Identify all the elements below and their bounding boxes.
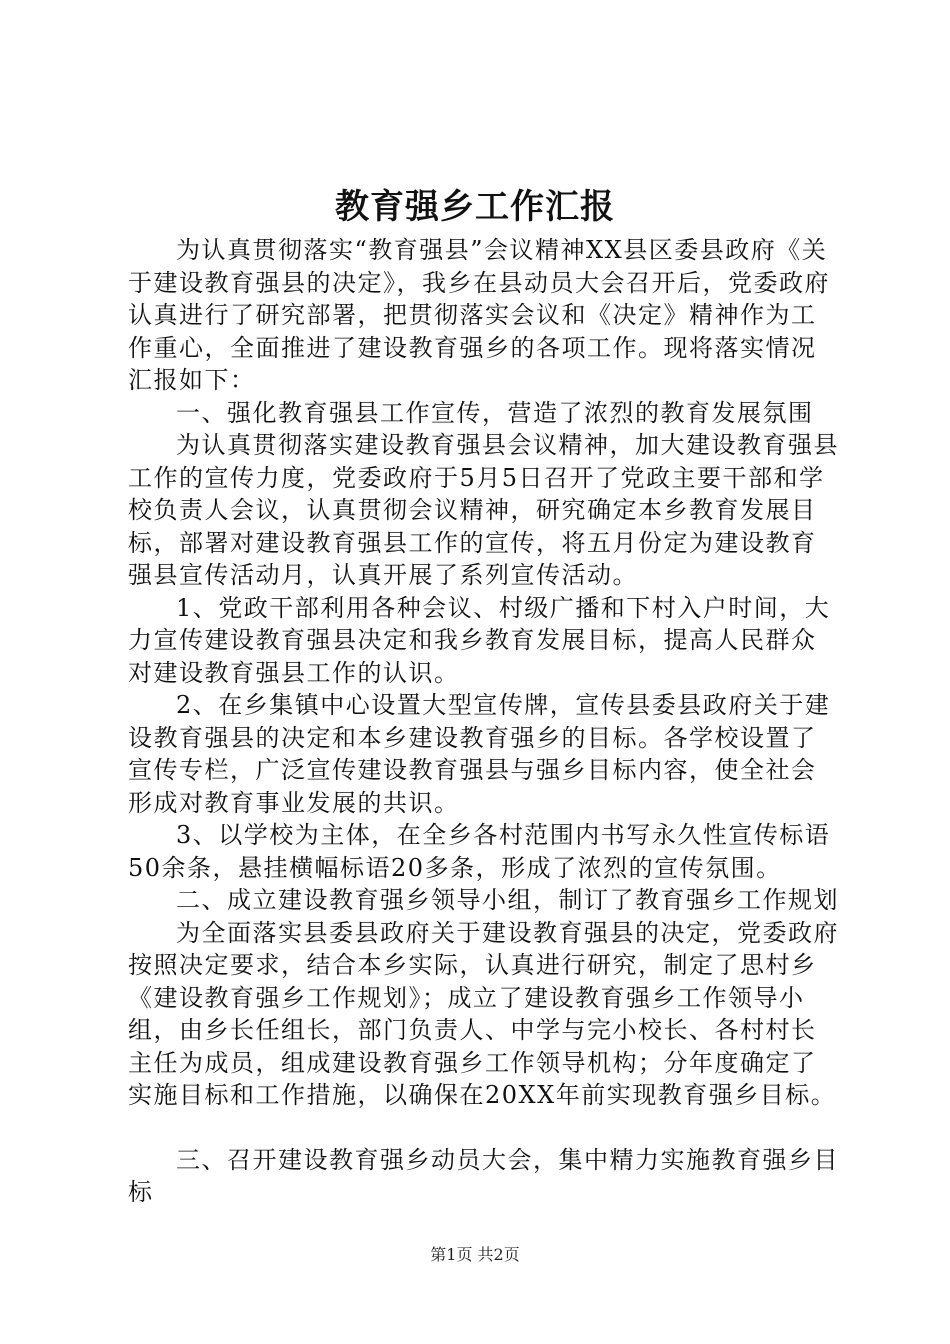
- section-2-paragraph: 为全面落实县委县政府关于建设教育强县的决定，党委政府按照决定要求，结合本乡实际，认真进行研究，制定了思村乡《建设教育强乡工作规划》；成立了建设教育强乡工作领导小组，由乡长任组长，部门负责人、中学与完小校长、各村村长主任为成员，组成建设教育强乡工作领导机构；分年度确定了实施目标和工作措施，以确保在20XX年前实现教育强乡目标。: [128, 918, 839, 1109]
- section-1-paragraph: 为认真贯彻落实建设教育强县会议精神，加大建设教育强县工作的宣传力度，党委政府于5月5日召开了党政主要干部和学校负责人会议，认真贯彻会议精神，研究确定本乡教育发展目标，部署对建设教育强县工作的宣传，将五月份定为建设教育强县宣传活动月，认真开展了系列宣传活动。: [128, 431, 839, 589]
- page-number-footer: 第1页 共2页: [430, 1245, 520, 1264]
- section-heading-1: 一、强化教育强县工作宣传，营造了浓烈的教育发展氛围: [176, 398, 814, 427]
- document-body: [128, 234, 840, 1209]
- intro-paragraph: 为认真贯彻落实“教育强县”会议精神XX县区委县政府《关于建设教育强县的决定》，我乡在县动员大会召开后，党委政府认真进行了研究部署，把贯彻落实会议和《决定》精神作为工作重心，全面推进了建设教育强乡的各项工作。现将落实情况汇报如下：: [128, 236, 830, 394]
- list-item-2: 2、在乡集镇中心设置大型宣传牌，宣传县委县政府关于建设教育强县的决定和本乡建设教育强乡的目标。各学校设置了宣传专栏，广泛宣传建设教育强县与强乡目标内容，使全社会形成对教育事业发展的共识。: [128, 691, 831, 817]
- section-heading-2: 二、成立建设教育强乡领导小组，制订了教育强乡工作规划: [176, 886, 839, 914]
- document-title: 教育强乡工作汇报: [335, 187, 615, 227]
- list-item-1: 1、党政干部利用各种会议、村级广播和下村入户时间，大力宣传建设教育强县决定和我乡教育发展目标，提高人民群众对建设教育强县工作的认识。: [128, 593, 831, 687]
- list-item-3: 3、以学校为主体，在全乡各村范围内书写永久性宣传标语50余条，悬挂横幅标语20多条，形成了浓烈的宣传氛围。: [128, 821, 831, 882]
- section-heading-3: 三、召开建设教育强乡动员大会，集中精力实施教育强乡目标: [128, 1145, 839, 1206]
